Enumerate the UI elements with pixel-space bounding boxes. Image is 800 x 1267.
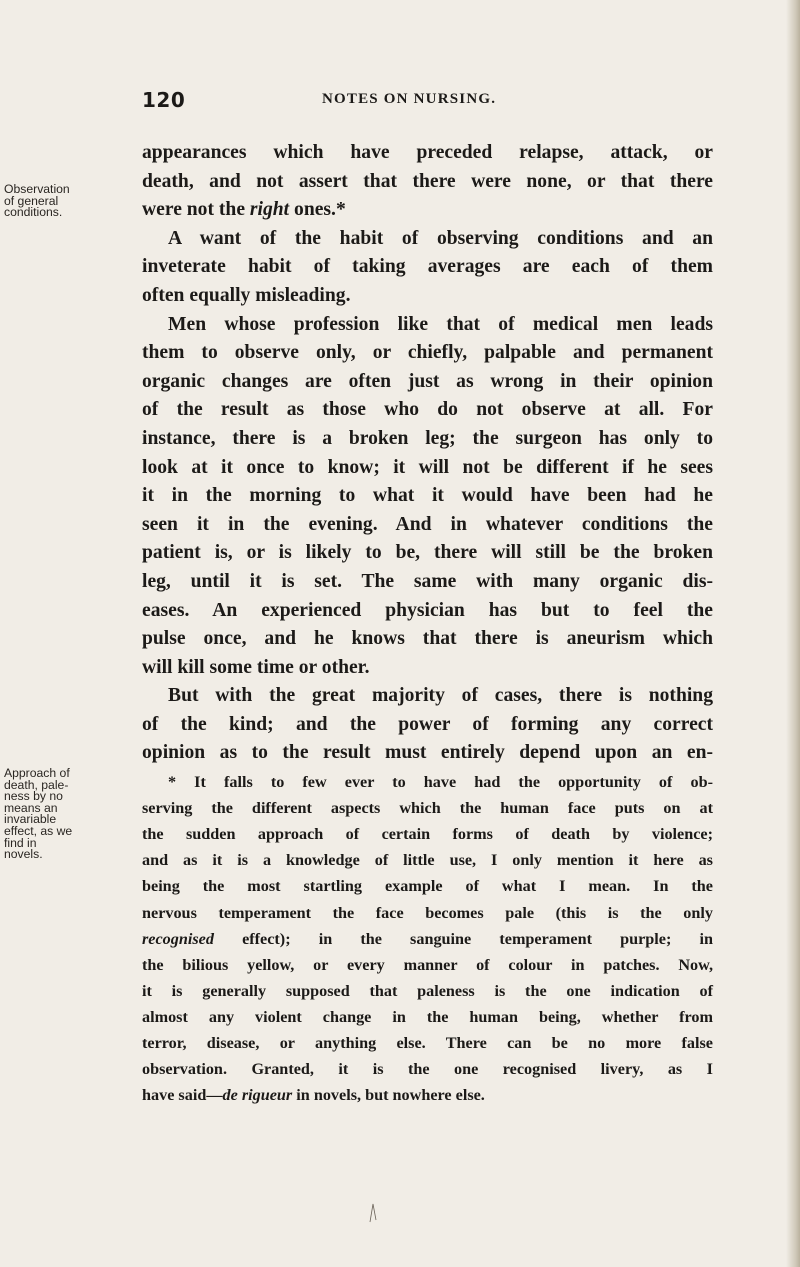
text-line: pulse once, and he knows that there is aneurism which — [142, 628, 713, 650]
text-line: patient is, or is likely to be, there will still be the broken — [142, 542, 713, 564]
footnote-line: serving the different aspects which the human face puts on at — [142, 799, 713, 818]
footnote-line: being the most startling example of what I mean. In the — [142, 877, 713, 896]
text-line: were not the right ones.* — [142, 199, 346, 221]
footnote-line: terror, disease, or anything else. There can be no more false — [142, 1034, 713, 1052]
text-line: eases. An experienced physician has but to feel the — [142, 599, 713, 621]
footnote-line: the bilious yellow, or every manner of colour in patches. Now, — [142, 955, 713, 974]
margin-note-line: means an — [4, 800, 58, 815]
footnote-line: almost any violent change in the human being, whether from — [142, 1007, 713, 1026]
footnote-line: * It falls to few ever to have had the opportunity of ob- — [168, 773, 713, 792]
footnote-line: observation. Granted, it is the one recognised livery, as I — [142, 1060, 713, 1079]
text-line: A want of the habit of observing conditions and an — [168, 227, 713, 249]
text-line: it in the morning to what it would have been had he — [142, 485, 713, 507]
page-number: 120 — [142, 88, 186, 112]
text-line: leg, until it is set. The same with many organic dis- — [142, 570, 713, 592]
page-edge-shadow — [786, 0, 800, 1267]
text-line: will kill some time or other. — [142, 656, 370, 678]
text-line: death, and not assert that there were none, or that there — [142, 170, 713, 192]
footnote-line: it is generally supposed that paleness is the one indication of — [142, 981, 713, 1000]
text-line: them to observe only, or chiefly, palpable and permanent — [142, 342, 713, 364]
margin-note-line: death, pale- — [4, 777, 69, 792]
footnote-line: nervous temperament the face becomes pale (this is the only — [142, 903, 713, 922]
margin-note-line: invariable — [4, 812, 57, 827]
footnote-line: have said—de rigueur in novels, but nowhere else. — [142, 1086, 485, 1105]
margin-note-line: of general — [4, 193, 59, 208]
footnote-line: recognised effect); in the sanguine temperament purple; in — [142, 929, 713, 948]
text-line: But with the great majority of cases, there is nothing — [168, 685, 713, 707]
text-line: often equally misleading. — [142, 284, 351, 306]
text-line: appearances which have preceded relapse, attack, or — [142, 142, 713, 163]
margin-note-line: Observation — [4, 182, 70, 196]
text-line: instance, there is a broken leg; the surgeon has only to — [142, 427, 713, 449]
margin-note-line: effect, as we — [4, 823, 73, 838]
text-line: Men whose profession like that of medical men leads — [168, 313, 713, 335]
text-line: of the kind; and the power of forming any correct — [142, 713, 713, 735]
running-head: NOTES ON NURSING. — [322, 91, 497, 107]
text-line: opinion as to the result must entirely depend upon an en- — [142, 742, 713, 764]
text-line: look at it once to know; it will not be different if he sees — [142, 456, 713, 478]
main-text — [142, 139, 713, 1108]
margin-note-line: novels. — [4, 847, 43, 862]
margin-note-line: find in — [4, 835, 37, 850]
text-line: of the result as those who do not observe at all. For — [142, 399, 713, 421]
footnote-line: the sudden approach of certain forms of death by violence; — [142, 825, 713, 844]
pencil-mark-icon — [368, 1200, 378, 1224]
margin-note-observation — [4, 184, 124, 219]
footnote-line: and as it is a knowledge of little use, I only mention it here as — [142, 851, 713, 870]
margin-note-approach-of-death — [4, 768, 124, 861]
margin-note-line: ness by no — [4, 789, 63, 804]
text-line: inveterate habit of taking averages are each of them — [142, 256, 713, 278]
text-line: organic changes are often just as wrong in their opinion — [142, 370, 713, 392]
text-line: seen it in the evening. And in whatever conditions the — [142, 513, 713, 535]
margin-note-line: Approach of — [4, 766, 70, 780]
footnote — [142, 769, 713, 1108]
page-header — [142, 88, 542, 114]
margin-note-line: conditions. — [4, 205, 63, 220]
